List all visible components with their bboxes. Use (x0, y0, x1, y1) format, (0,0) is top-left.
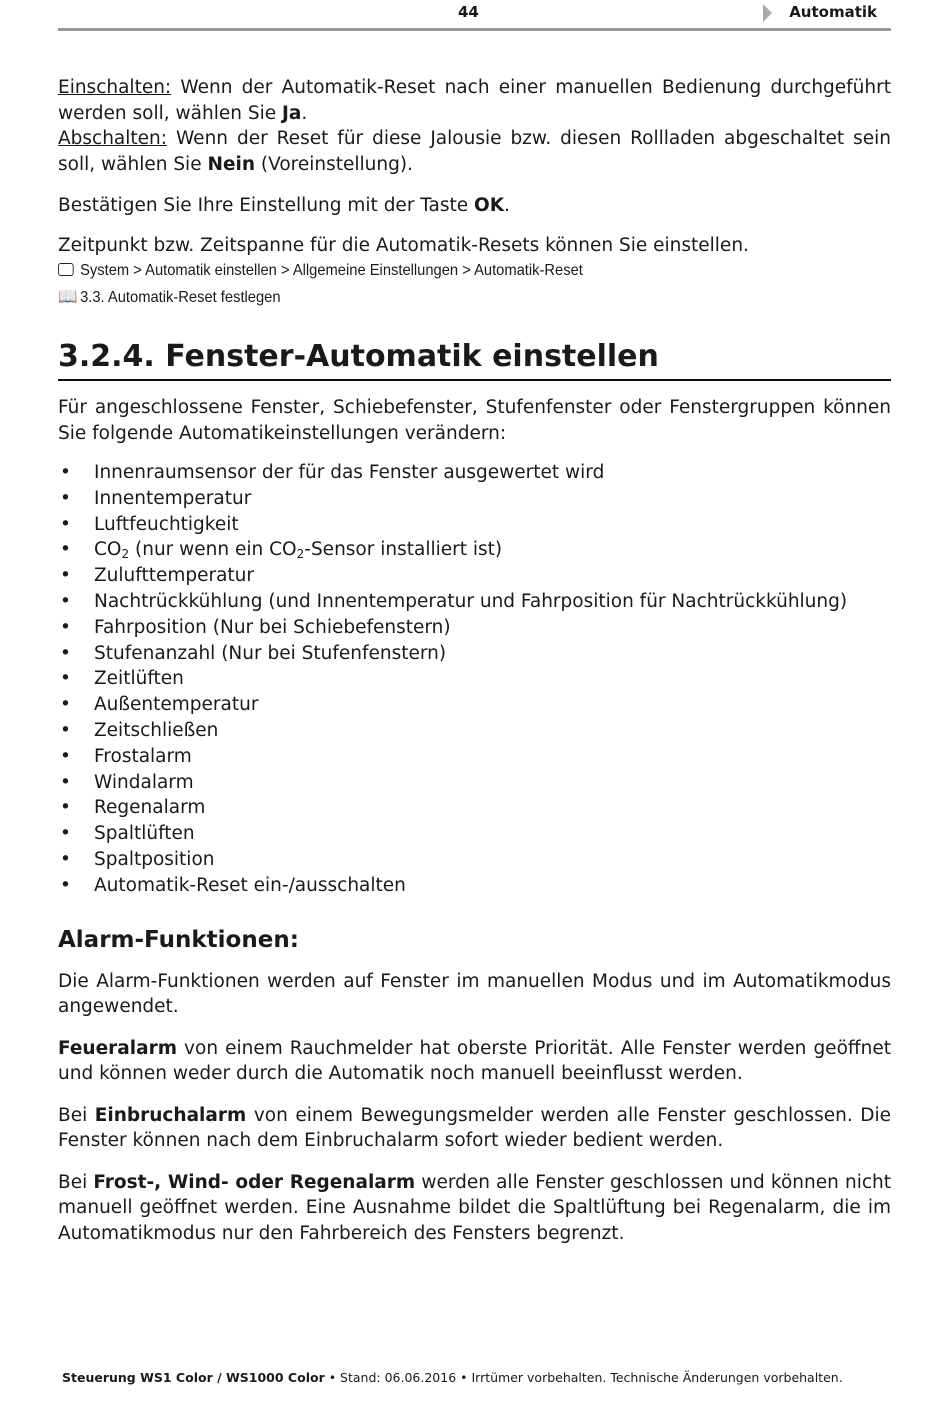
header-arrow-icon (763, 4, 772, 22)
page-header (58, 0, 891, 31)
section-intro: Für angeschlossene Fenster, Schiebefenster, Stufenfenster oder Fenstergruppen können Sie folgende Automatikeinstellungen verändern: (58, 397, 891, 444)
einbruchalarm-paragraph: Bei Einbruchalarm von einem Bewegungsmelder werden alle Fenster geschlossen. Die Fenster können nach dem Einbruchalarm sofort wieder bedient werden. (58, 1104, 891, 1152)
list-item: • Stufenanzahl (Nur bei Stufenfenstern) (60, 642, 447, 664)
confirm-paragraph: Bestätigen Sie Ihre Einstellung mit der Taste OK. (58, 195, 510, 216)
list-item: • Spaltlüften (60, 823, 195, 845)
alarm-heading: Alarm-Funktionen: (58, 926, 299, 953)
list-item: • Spaltposition (60, 848, 215, 870)
list-item: • Zeitlüften (60, 668, 184, 690)
list-item: • Außentemperatur (60, 694, 259, 716)
page-footer: Steuerung WS1 Color / WS1000 Color • Stand: 06.06.2016 • Irrtümer vorbehalten. Technische Änderungen vorbehalten. (62, 1370, 843, 1385)
list-item: • Zeitschließen (60, 719, 219, 741)
abschalten-paragraph: Abschalten: Wenn der Reset für diese Jalousie bzw. diesen Rollladen abgeschaltet sein soll, wählen Sie Nein (Voreinstellung). (58, 128, 891, 175)
list-item: • Fahrposition (Nur bei Schiebefenstern) (60, 616, 451, 638)
document-page (58, 0, 891, 1246)
zeit-paragraph: Zeitpunkt bzw. Zeitspanne für die Automatik-Resets können Sie einstellen. (58, 234, 749, 256)
frostalarm-paragraph: Bei Frost-, Wind- oder Regenalarm werden alle Fenster geschlossen und können nicht manuell geöffnet werden. Eine Ausnahme bildet die Spaltlüftung bei Regenalarm, die im Automatikmodus nur den Fahrbereich des Fensters begrenzt. (58, 1171, 891, 1244)
list-item: • Windalarm (60, 771, 194, 793)
list-item: • Frostalarm (60, 745, 192, 767)
list-item: • Innentemperatur (60, 487, 252, 509)
feueralarm-paragraph: Feueralarm von einem Rauchmelder hat oberste Priorität. Alle Fenster werden geöffnet und können weder durch die Automatik noch manuell beeinflusst werden. (58, 1037, 891, 1085)
list-item: • $CO_2$ (nur wenn ein $CO_2$-Sensor installiert ist) (60, 539, 503, 562)
book-icon: 📖 (58, 287, 78, 306)
co2-item: $CO_2$ (nur wenn ein $CO_2$-Sensor installiert ist) (94, 539, 503, 562)
chapter-reference: 📖 3.3. Automatik-Reset festlegen (58, 284, 824, 311)
list-item: • Automatik-Reset ein-/ausschalten (60, 874, 406, 896)
list-item: • Regenalarm (60, 797, 206, 819)
list-item: • Zulufttemperatur (60, 565, 255, 587)
alarm-intro: Die Alarm-Funktionen werden auf Fenster im manuellen Modus und im Automatikmodus angewendet. (58, 970, 891, 1018)
list-item: • Innenraumsensor der für das Fenster ausgewertet wird (60, 462, 605, 483)
settings-list (58, 460, 891, 899)
page-number: 44 (458, 3, 479, 21)
list-item: • Luftfeuchtigkeit (60, 513, 239, 535)
header-section-title: Automatik (789, 3, 877, 21)
menu-box-icon (58, 263, 74, 276)
list-item: • Nachtrückkühlung (und Innentemperatur und Fahrposition für Nachtrückkühlung) (60, 590, 848, 612)
einschalten-paragraph: Einschalten: Wenn der Automatik-Reset nach einer manuellen Bedienung durchgeführt werden soll, wählen Sie Ja. (58, 77, 891, 124)
section-heading: 3.2.4. Fenster-Automatik einstellen (58, 337, 891, 381)
menu-path: System > Automatik einstellen > Allgemeine Einstellungen > Automatik-Reset (58, 258, 824, 284)
